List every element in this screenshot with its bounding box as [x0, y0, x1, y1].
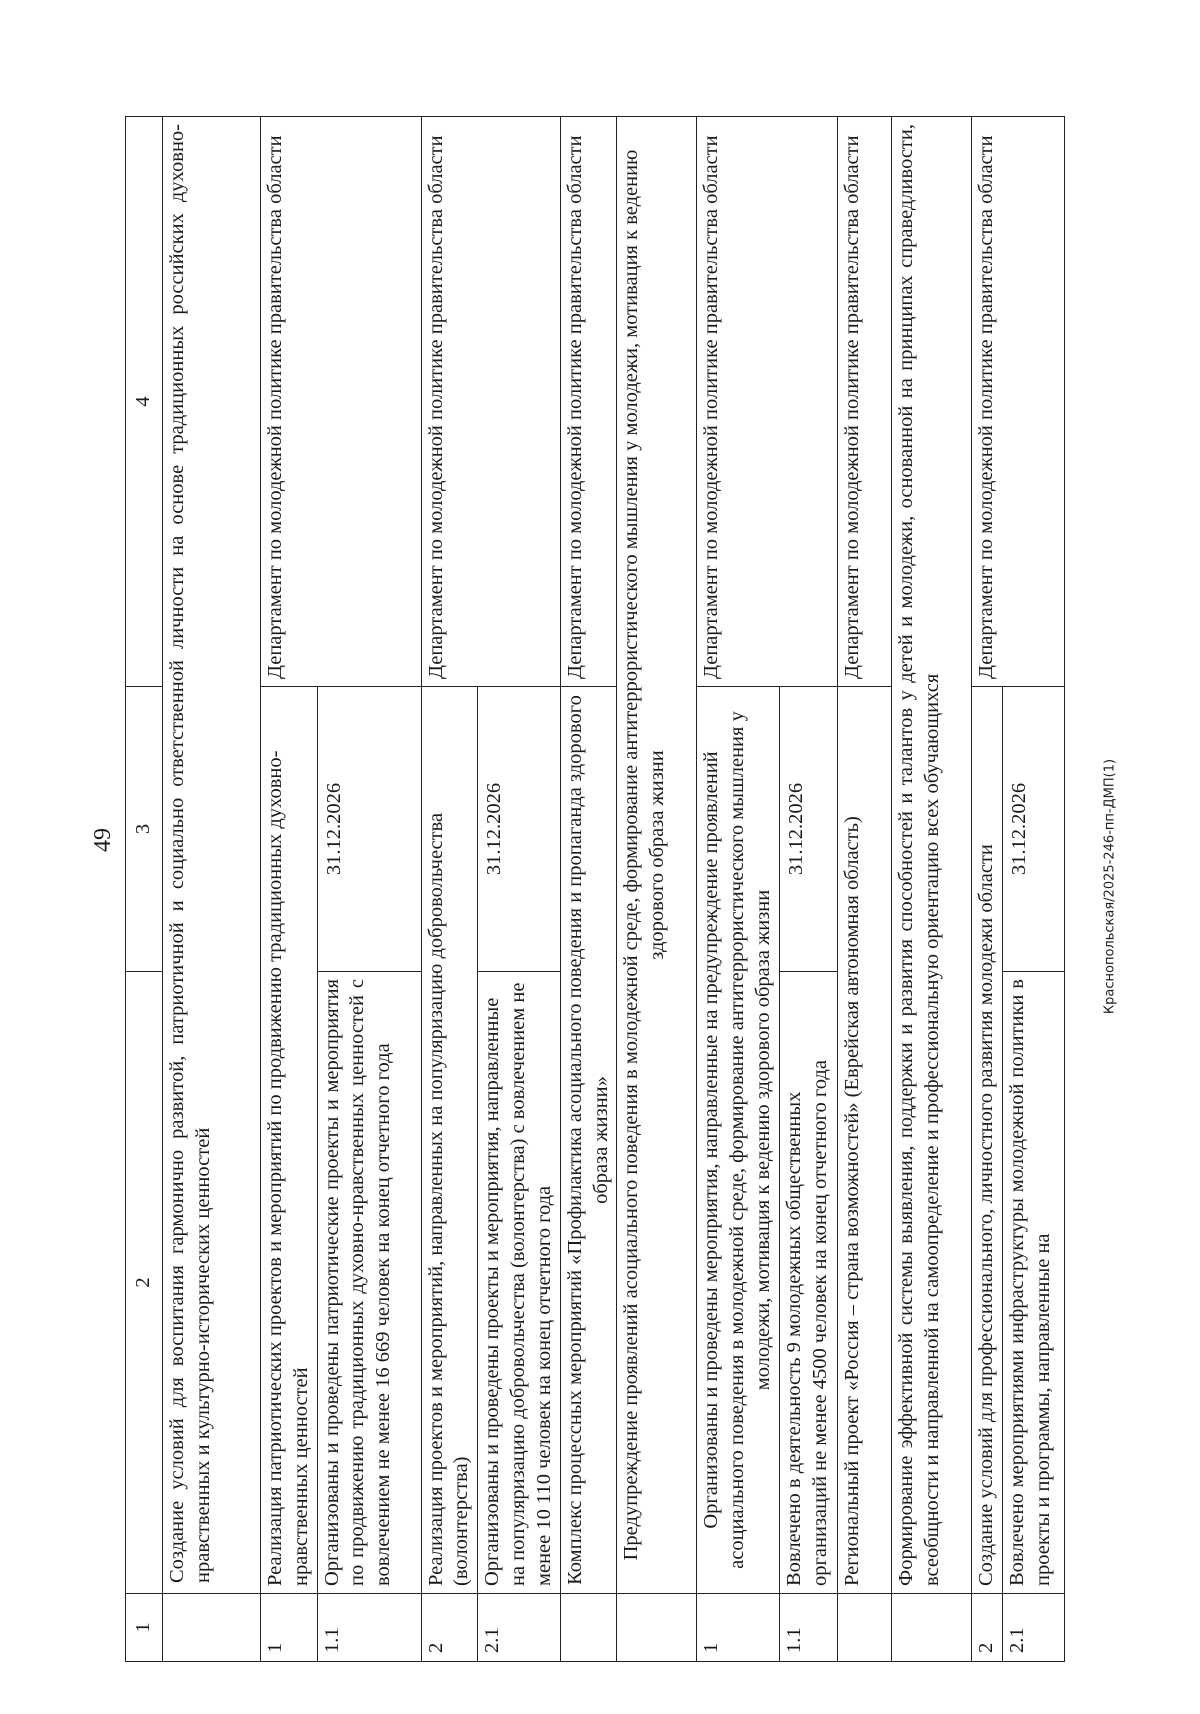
goal-text: Предупреждение проявлений асоциального поведения в молодежной среде, формирование антитеррористического мышления у молодежи, мотивация к ведению здорового образа жизни [617, 117, 697, 1594]
result-text: Организованы и проведены патриотические проекты и мероприятия по продвижению традиционных духовно-нравственных ценностей с вовлечением не менее 16 669 человек на конец отчетного года [317, 972, 421, 1594]
result-text: Организованы и проведены проекты и мероприятия, направленные на популяризацию добровольчества (волонтерства) с вовлечением не менее 10 110 человек на конец отчетного года [478, 972, 560, 1594]
page-number: 49 [90, 828, 116, 852]
row-number: 1.1 [779, 1594, 837, 1662]
table-row [971, 117, 1002, 1662]
responsible-text: Департамент по молодежной политике правительства области [261, 117, 422, 687]
result-date: 31.12.2026 [317, 687, 421, 972]
document-footer [1101, 758, 1119, 1015]
header-col-2: 2 [126, 972, 163, 1594]
result-date: 31.12.2026 [478, 687, 560, 972]
table-row [560, 117, 617, 1662]
responsible-text: Департамент по молодежной политике правительства области [837, 117, 891, 687]
header-col-3: 3 [126, 687, 163, 972]
row-number [163, 1594, 261, 1662]
responsible-text: Департамент по молодежной политике правительства области [421, 117, 560, 687]
row-number: 2 [421, 1594, 478, 1662]
row-number [560, 1594, 617, 1662]
row-number: 2 [971, 1594, 1002, 1662]
row-number: 1 [261, 1594, 318, 1662]
plan-table-frame [125, 117, 1054, 1662]
result-date: 31.12.2026 [779, 687, 837, 972]
table-row [421, 117, 478, 1662]
responsible-text: Департамент по молодежной политике правительства области [697, 117, 837, 687]
table-row [163, 117, 261, 1662]
task-text: Создание условий для профессионального, личностного развития молодежи области [971, 687, 1002, 1594]
task-text: Реализация проектов и мероприятий, направленных на популяризацию добровольчества (волонтерства) [421, 687, 478, 1594]
complex-title: Комплекс процессных мероприятий «Профилактика асоциального поведения и пропаганда здорового образа жизни» [560, 687, 617, 1594]
row-number: 1 [697, 1594, 779, 1662]
goal-text: Создание условий для воспитания гармонично развитой, патриотичной и социально ответственной личности на основе традиционных российских духовно-нравственных и культурно-исторических ценностей [163, 117, 261, 1594]
result-text: Вовлечено в деятельность 9 молодежных общественных организаций не менее 4500 человек на конец отчетного года [779, 972, 837, 1594]
complex-title: Региональный проект «Россия – страна возможностей» (Еврейская автономная область) [837, 687, 891, 1594]
responsible-text: Департамент по молодежной политике правительства области [560, 117, 617, 687]
task-text: Реализация патриотических проектов и мероприятий по продвижению традиционных духовно-нравственных ценностей [261, 687, 318, 1594]
plan-table-rotated [125, 117, 1054, 1662]
row-number: 2.1 [1002, 1594, 1064, 1662]
result-text: Вовлечено мероприятиями инфраструктуры молодежной политики в проекты и программы, направленные на [1002, 972, 1064, 1594]
row-number [837, 1594, 891, 1662]
row-number: 1.1 [317, 1594, 421, 1662]
row-number [891, 1594, 971, 1662]
table-row [891, 117, 971, 1662]
result-date: 31.12.2026 [1002, 687, 1064, 972]
table-row [837, 117, 891, 1662]
goal-text: Формирование эффективной системы выявления, поддержки и развития способностей и талантов у детей и молодежи, основанной на принципах справедливости, всеобщности и направленной на самоопределение и профессиональную ориентацию всех обучающихся [891, 117, 971, 1594]
table-row [697, 117, 779, 1662]
row-number: 2.1 [478, 1594, 560, 1662]
task-text: Организованы и проведены мероприятия, направленные на предупреждение проявлений асоциального поведения в молодежной среде, формирование антитеррористического мышления у молодежи, мотивация к ведению здорового образа жизни [697, 687, 779, 1594]
plan-table [125, 116, 1065, 1662]
row-number [617, 1594, 697, 1662]
footer-reference: Краснопольская/2025-246-пп-ДМП(1) [1102, 758, 1118, 1015]
table-row [261, 117, 318, 1662]
header-col-1: 1 [126, 1594, 163, 1662]
table-header-row [126, 117, 163, 1662]
responsible-text: Департамент по молодежной политике правительства области [971, 117, 1064, 687]
table-row [617, 117, 697, 1662]
header-col-4: 4 [126, 117, 163, 687]
